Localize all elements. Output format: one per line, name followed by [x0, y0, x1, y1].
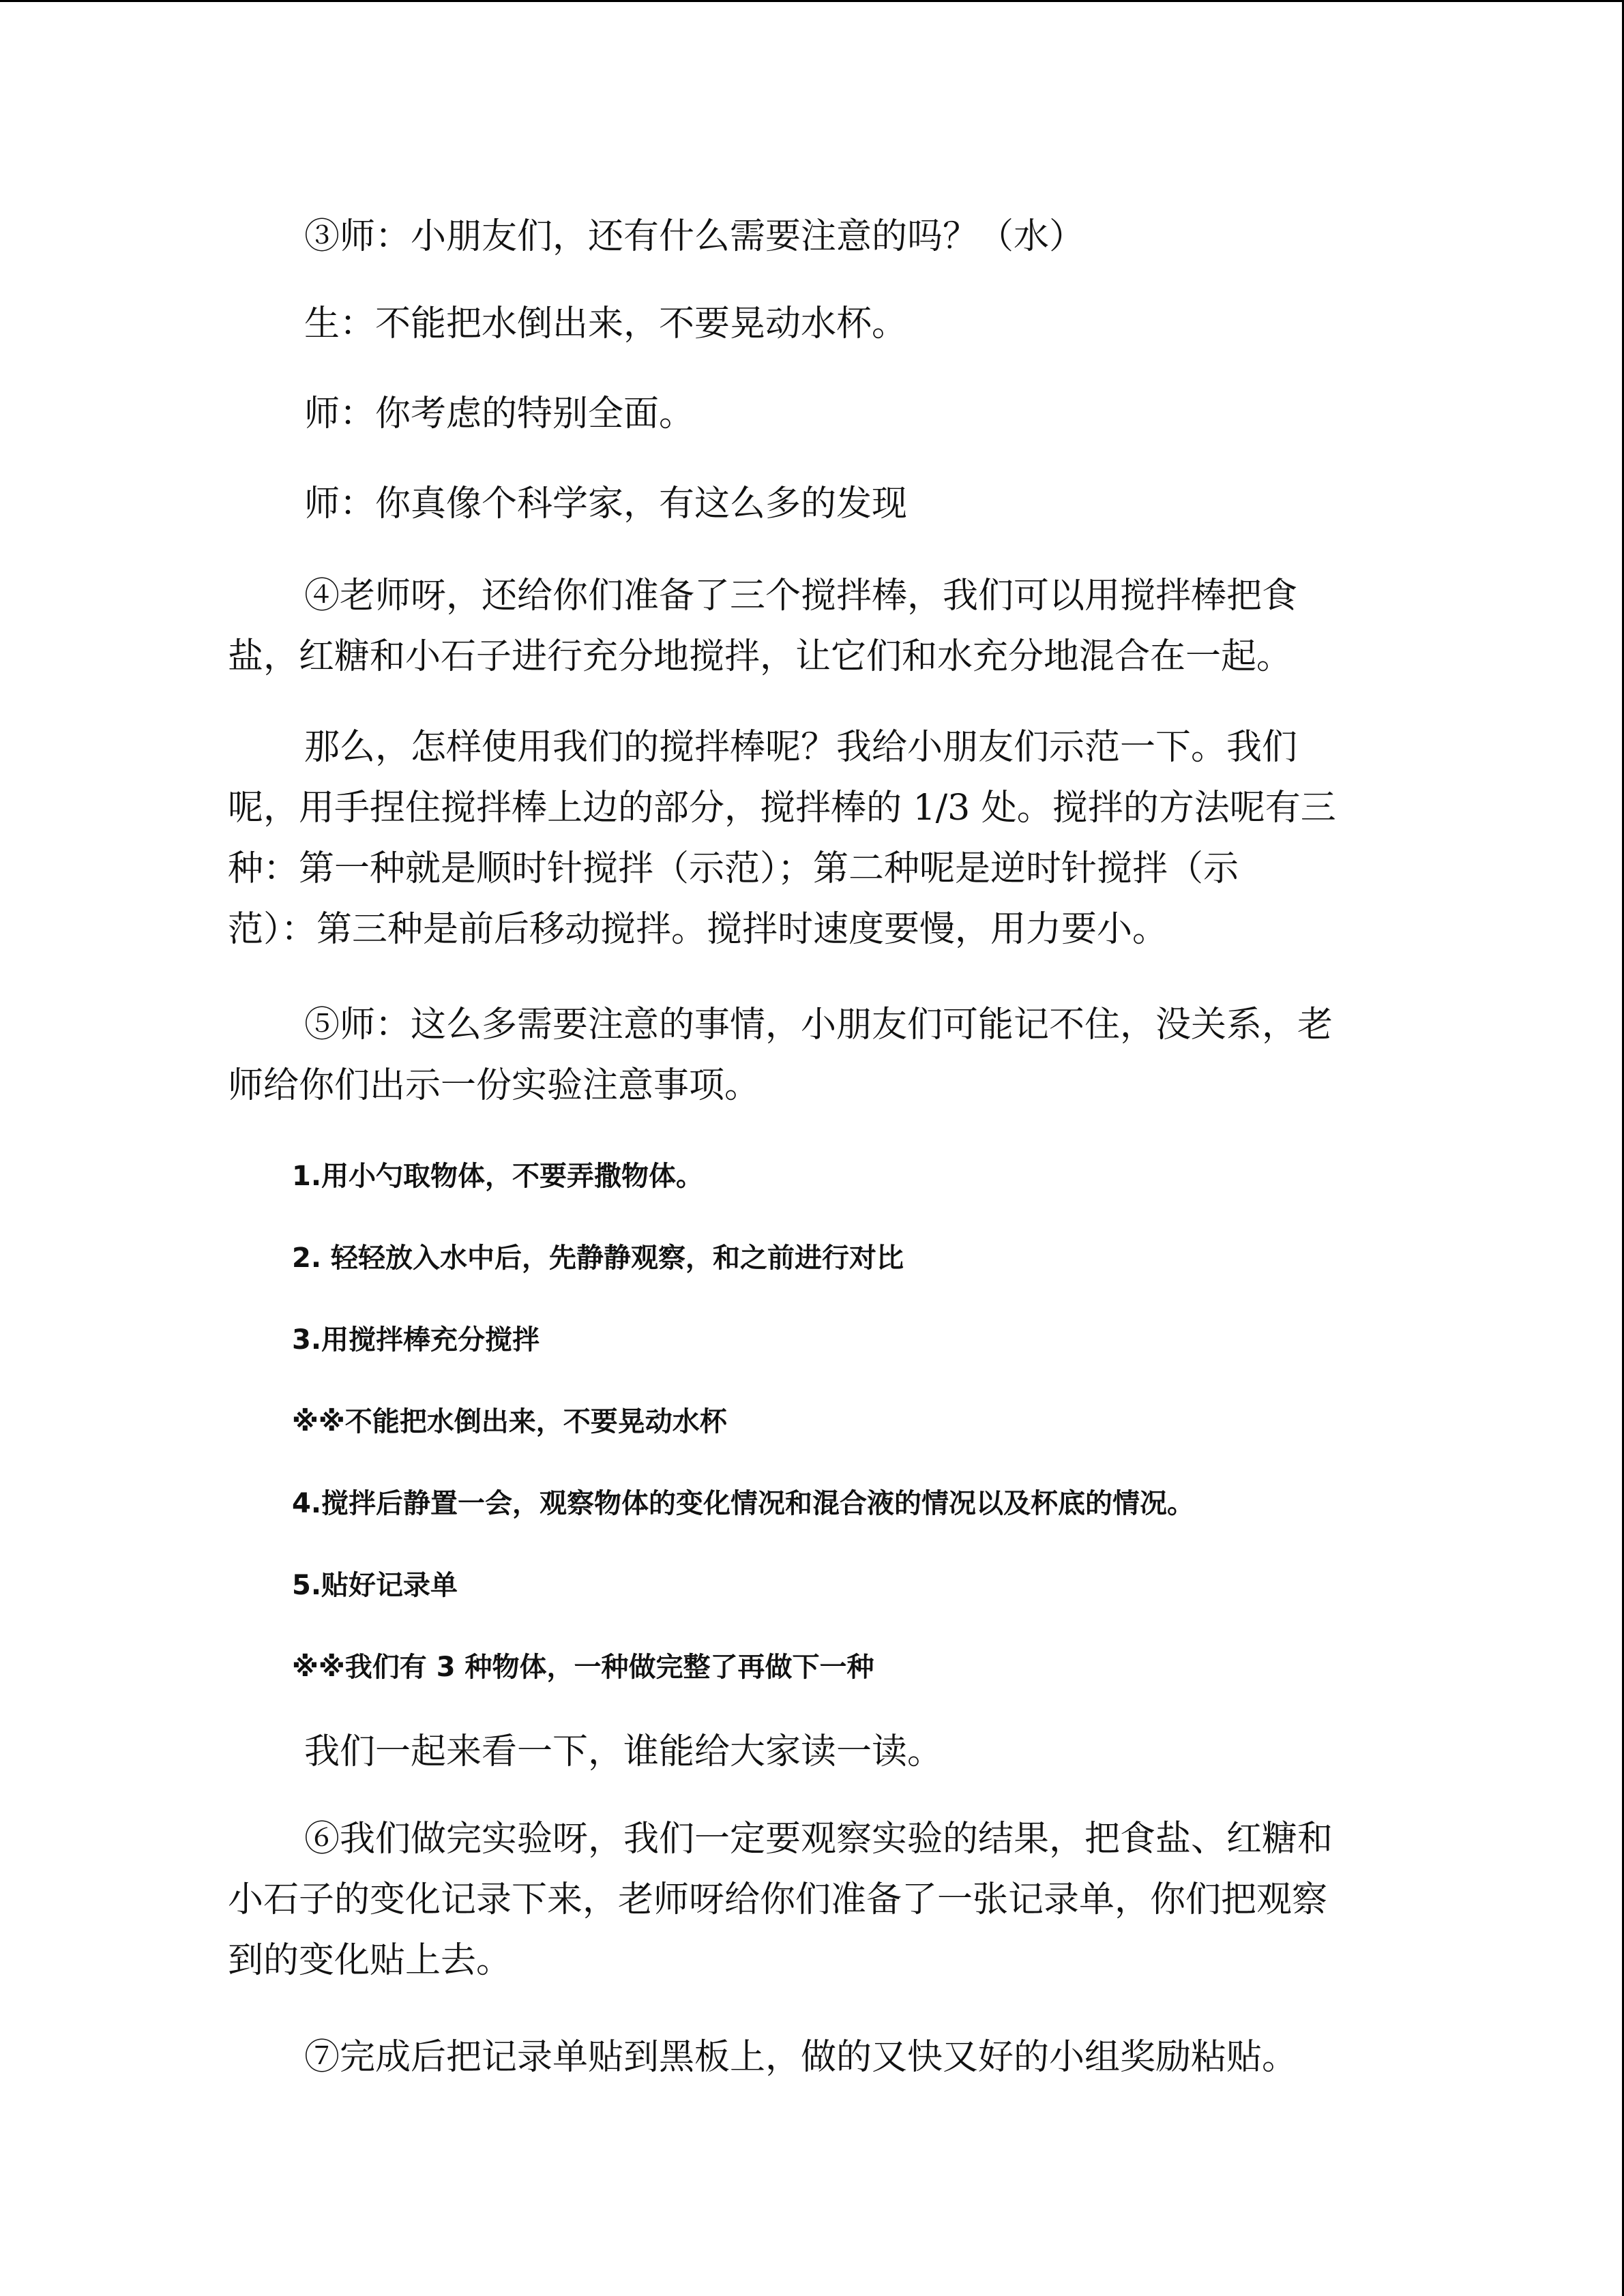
text-line: ⑥我们做完实验呀，我们一定要观察实验的结果，把食盐、红糖和 — [304, 1819, 1333, 1860]
text-line: 生：不能把水倒出来，不要晃动水杯。 — [304, 303, 908, 344]
text-line: 小石子的变化记录下来，老师呀给你们准备了一张记录单，你们把观察 — [228, 1879, 1328, 1920]
paragraph-reward — [228, 2027, 1415, 2088]
text-line: 我们一起来看一下，谁能给大家读一读。 — [304, 1731, 943, 1772]
text-line: 盐，红糖和小石子进行充分地搅拌，让它们和水充分地混合在一起。 — [228, 636, 1293, 677]
text-line: 种：第一种就是顺时针搅拌（示范）；第二种呢是逆时针搅拌（示 — [228, 848, 1239, 889]
text-line: 范）：第三种是前后移动搅拌。搅拌时速度要慢，用力要小。 — [228, 909, 1168, 950]
text-line: ⑤师：这么多需要注意的事情，小朋友们可能记不住，没关系，老 — [304, 1004, 1333, 1045]
precaution-item: 4.搅拌后静置一会，观察物体的变化情况和混合液的情况以及杯底的情况。 — [292, 1488, 1195, 1519]
text-line: 师：你考虑的特别全面。 — [304, 393, 695, 434]
paragraph-stirring-rods — [228, 566, 1415, 687]
text-line: 师给你们出示一份实验注意事项。 — [228, 1065, 761, 1106]
text-line: 那么，怎样使用我们的搅拌棒呢？我给小朋友们示范一下。我们 — [304, 727, 1298, 768]
paragraph-record-results — [228, 1809, 1415, 1991]
paragraph-stirring-demo — [228, 717, 1415, 960]
text-line: 到的变化贴上去。 — [228, 1940, 512, 1981]
paragraph-read-together — [228, 1722, 1415, 1783]
precaution-item: 2. 轻轻放入水中后，先静静观察，和之前进行对比 — [292, 1242, 904, 1274]
text-line: 呢，用手捏住搅拌棒上边的部分，搅拌棒的 1/3 处。搅拌的方法呢有三 — [228, 788, 1336, 829]
paragraph-teacher-scientist — [228, 474, 1415, 535]
precaution-warning: ※※我们有 3 种物体，一种做完整了再做下一种 — [292, 1652, 874, 1683]
paragraph-teacher-praise — [228, 384, 1415, 445]
paragraph-teacher-question — [228, 207, 1415, 267]
precaution-item: 3.用搅拌棒充分搅拌 — [292, 1324, 540, 1356]
paragraph-precautions-intro — [228, 995, 1415, 1116]
paragraph-student-answer — [228, 294, 1415, 355]
text-line: ④老师呀，还给你们准备了三个搅拌棒，我们可以用搅拌棒把食 — [304, 576, 1298, 616]
text-line: ⑦完成后把记录单贴到黑板上，做的又快又好的小组奖励粘贴。 — [304, 2037, 1298, 2078]
text-line: 师：你真像个科学家，有这么多的发现 — [304, 483, 908, 524]
precaution-item: 5.贴好记录单 — [292, 1570, 458, 1601]
precaution-item: 1.用小勺取物体，不要弄撒物体。 — [292, 1161, 704, 1192]
text-line: ③师：小朋友们，还有什么需要注意的吗？（水） — [304, 216, 1085, 257]
precaution-warning: ※※不能把水倒出来，不要晃动水杯 — [292, 1406, 727, 1437]
